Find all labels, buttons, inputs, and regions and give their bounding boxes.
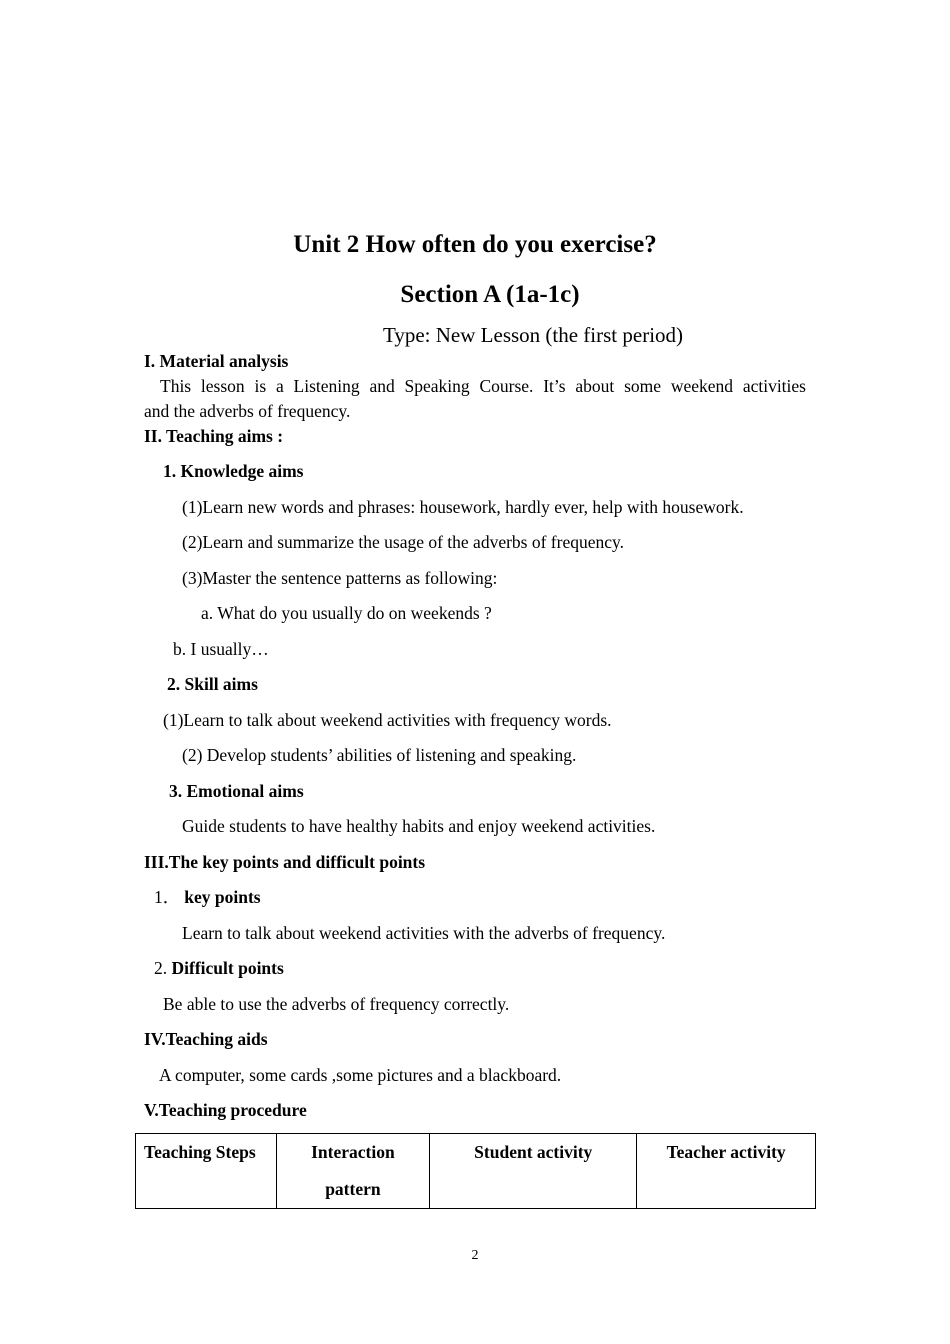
skill-aim-2: (2) Develop students’ abilities of listening and speaking. bbox=[182, 745, 577, 765]
lesson-type: Type: New Lesson (the first period) bbox=[383, 323, 684, 347]
sentence-pattern-b: b. I usually… bbox=[173, 639, 269, 659]
page-title: Unit 2 How often do you exercise? bbox=[293, 231, 657, 258]
emotional-aims-heading: 3. Emotional aims bbox=[169, 781, 304, 801]
key-points-heading: III.The key points and difficult points bbox=[144, 852, 426, 872]
col-teaching-steps: Teaching Steps bbox=[136, 1134, 277, 1209]
procedure-heading: V.Teaching procedure bbox=[144, 1100, 307, 1120]
key-points-label bbox=[154, 886, 261, 908]
knowledge-aims-heading: 1. Knowledge aims bbox=[163, 461, 304, 481]
col-student-activity: Student activity bbox=[430, 1134, 637, 1209]
material-line-1: This lesson is a Listening and Speaking Course. It’s about some weekend activities bbox=[160, 376, 806, 396]
teaching-aids-text: A computer, some cards ,some pictures and a blackboard. bbox=[159, 1065, 562, 1085]
table-header-row bbox=[136, 1134, 816, 1209]
material-line-2: and the adverbs of frequency. bbox=[144, 401, 351, 421]
section-title: Section A (1a-1c) bbox=[400, 281, 580, 308]
key-points-title: key points bbox=[184, 887, 261, 907]
key-points-number: 1． bbox=[154, 887, 181, 907]
difficult-points-number: 2. bbox=[154, 958, 172, 978]
sentence-pattern-a: a. What do you usually do on weekends ? bbox=[201, 603, 492, 623]
col-interaction-pattern: Interaction pattern bbox=[276, 1134, 430, 1209]
col-teacher-activity: Teacher activity bbox=[637, 1134, 816, 1209]
procedure-table bbox=[135, 1133, 816, 1209]
page-number: 2 bbox=[471, 1248, 479, 1263]
knowledge-aim-1: (1)Learn new words and phrases: housework, hardly ever, help with housework. bbox=[182, 497, 744, 517]
skill-aims-heading: 2. Skill aims bbox=[167, 674, 258, 694]
teaching-aids-heading: IV.Teaching aids bbox=[144, 1029, 268, 1049]
knowledge-aim-2: (2)Learn and summarize the usage of the adverbs of frequency. bbox=[182, 532, 625, 552]
key-points-text: Learn to talk about weekend activities with the adverbs of frequency. bbox=[182, 923, 666, 943]
difficult-points-label bbox=[154, 957, 284, 979]
aims-heading: II. Teaching aims : bbox=[144, 426, 284, 446]
skill-aim-1: (1)Learn to talk about weekend activities with frequency words. bbox=[163, 710, 612, 730]
difficult-points-title: Difficult points bbox=[171, 958, 284, 978]
emotional-aim-1: Guide students to have healthy habits and enjoy weekend activities. bbox=[182, 816, 656, 836]
difficult-points-text: Be able to use the adverbs of frequency correctly. bbox=[163, 994, 510, 1014]
material-heading: I. Material analysis bbox=[144, 351, 289, 371]
knowledge-aim-3: (3)Master the sentence patterns as following: bbox=[182, 568, 498, 588]
